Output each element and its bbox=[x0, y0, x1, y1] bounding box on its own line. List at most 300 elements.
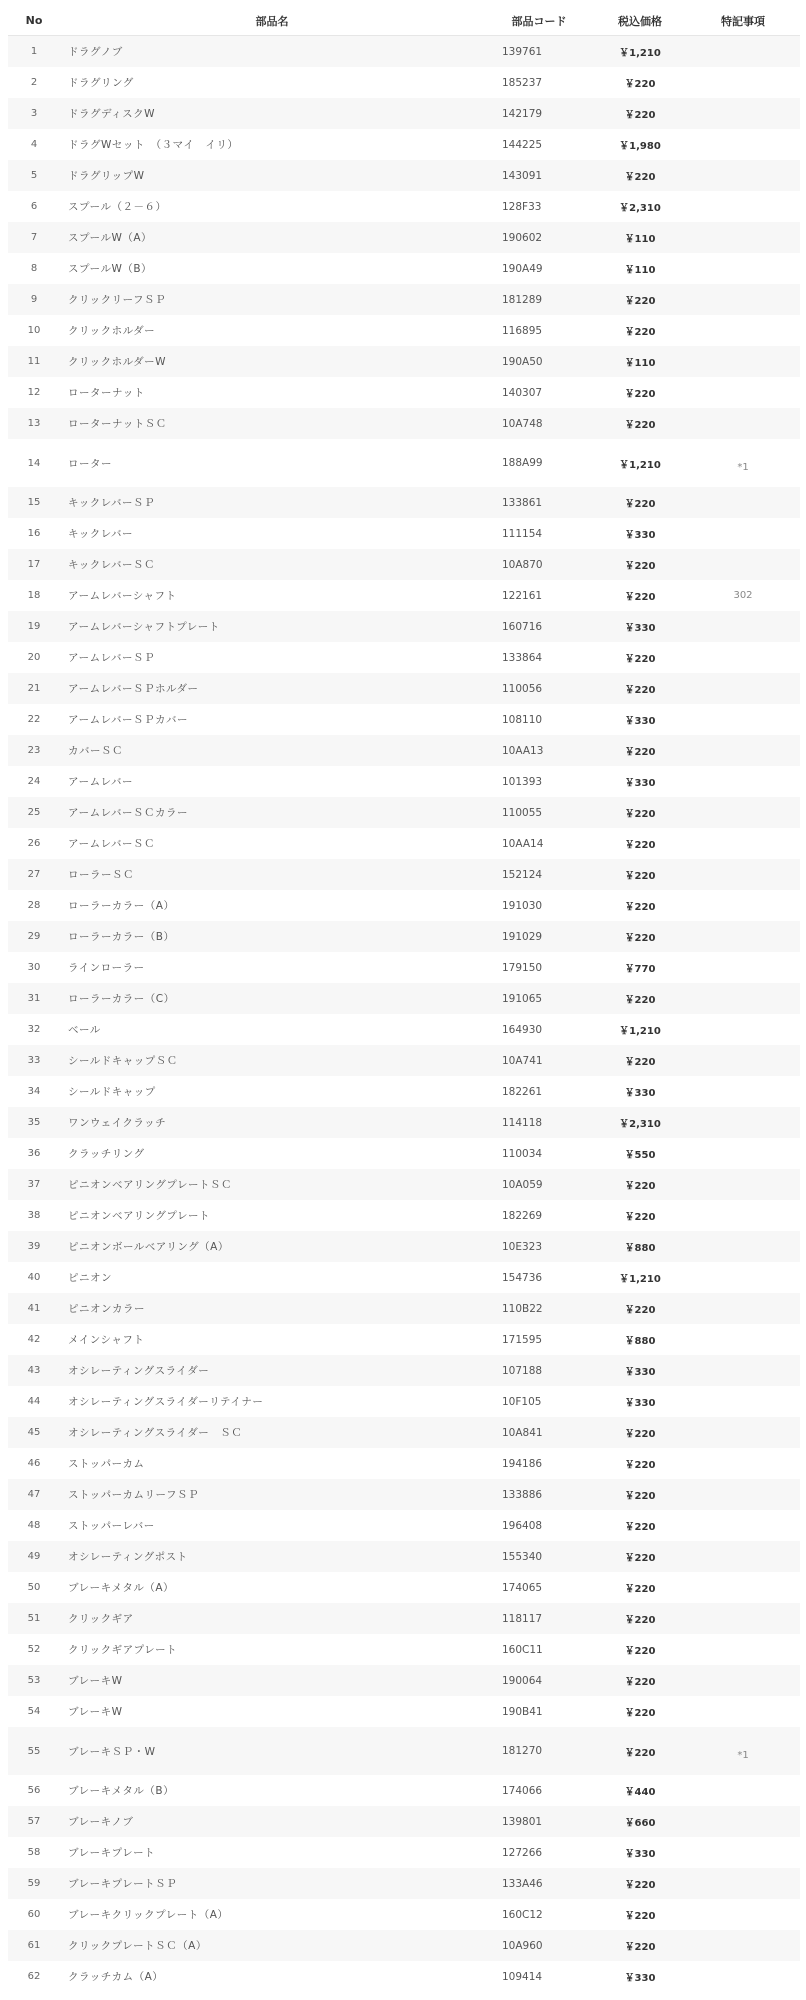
part-name: キックレバーＳＣ bbox=[60, 549, 484, 580]
note bbox=[686, 222, 800, 253]
part-code: 10A741 bbox=[484, 1045, 594, 1076]
table-row bbox=[8, 191, 800, 222]
part-name: ブレーキノブ bbox=[60, 1806, 484, 1837]
price: ￥110 bbox=[594, 253, 686, 284]
table-row bbox=[8, 673, 800, 704]
note bbox=[686, 797, 800, 828]
part-name: ドラグリング bbox=[60, 67, 484, 98]
row-number: 55 bbox=[8, 1727, 60, 1775]
price: ￥220 bbox=[594, 890, 686, 921]
part-code: 179150 bbox=[484, 952, 594, 983]
price: ￥220 bbox=[594, 921, 686, 952]
table-row bbox=[8, 1634, 800, 1665]
table-row bbox=[8, 408, 800, 439]
price: ￥330 bbox=[594, 1837, 686, 1868]
note bbox=[686, 952, 800, 983]
row-number: 51 bbox=[8, 1603, 60, 1634]
part-name: ローター bbox=[60, 439, 484, 487]
part-code: 10A960 bbox=[484, 1930, 594, 1961]
header-row bbox=[8, 6, 800, 36]
part-code: 174066 bbox=[484, 1775, 594, 1806]
part-name: シールドキャップＳＣ bbox=[60, 1045, 484, 1076]
note bbox=[686, 549, 800, 580]
table-row bbox=[8, 487, 800, 518]
part-code: 10A748 bbox=[484, 408, 594, 439]
part-code: 181289 bbox=[484, 284, 594, 315]
note bbox=[686, 253, 800, 284]
price: ￥440 bbox=[594, 1775, 686, 1806]
price: ￥220 bbox=[594, 983, 686, 1014]
price: ￥1,980 bbox=[594, 129, 686, 160]
table-row bbox=[8, 1014, 800, 1045]
note bbox=[686, 1355, 800, 1386]
table-row bbox=[8, 611, 800, 642]
part-name: ブレーキクリックプレート（A） bbox=[60, 1899, 484, 1930]
row-number: 19 bbox=[8, 611, 60, 642]
part-code: 140307 bbox=[484, 377, 594, 408]
part-name: ブレーキＳＰ・W bbox=[60, 1727, 484, 1775]
note bbox=[686, 766, 800, 797]
note bbox=[686, 921, 800, 952]
part-code: 133886 bbox=[484, 1479, 594, 1510]
price: ￥220 bbox=[594, 408, 686, 439]
part-name: ローラーカラー（A） bbox=[60, 890, 484, 921]
part-name: アームレバーＳＰカバー bbox=[60, 704, 484, 735]
row-number: 53 bbox=[8, 1665, 60, 1696]
note bbox=[686, 983, 800, 1014]
row-number: 11 bbox=[8, 346, 60, 377]
table-row bbox=[8, 735, 800, 766]
price: ￥220 bbox=[594, 1572, 686, 1603]
note bbox=[686, 642, 800, 673]
part-name: スプールW（A） bbox=[60, 222, 484, 253]
part-name: ラインローラー bbox=[60, 952, 484, 983]
row-number: 56 bbox=[8, 1775, 60, 1806]
table-row bbox=[8, 1775, 800, 1806]
part-name: ストッパーレバー bbox=[60, 1510, 484, 1541]
part-name: アームレバーＳＣ bbox=[60, 828, 484, 859]
part-code: 188A99 bbox=[484, 439, 594, 487]
part-name: カバーＳＣ bbox=[60, 735, 484, 766]
row-number: 17 bbox=[8, 549, 60, 580]
note bbox=[686, 1930, 800, 1961]
table-row bbox=[8, 253, 800, 284]
header-part-name: 部品名 bbox=[60, 6, 484, 36]
row-number: 48 bbox=[8, 1510, 60, 1541]
price: ￥220 bbox=[594, 315, 686, 346]
note bbox=[686, 1014, 800, 1045]
part-code: 190A50 bbox=[484, 346, 594, 377]
price: ￥330 bbox=[594, 1076, 686, 1107]
table-row bbox=[8, 766, 800, 797]
table-row bbox=[8, 518, 800, 549]
part-code: 10A059 bbox=[484, 1169, 594, 1200]
part-code: 10AA13 bbox=[484, 735, 594, 766]
part-code: 133864 bbox=[484, 642, 594, 673]
price: ￥220 bbox=[594, 580, 686, 611]
note bbox=[686, 408, 800, 439]
row-number: 15 bbox=[8, 487, 60, 518]
part-name: キックレバー bbox=[60, 518, 484, 549]
price: ￥550 bbox=[594, 1138, 686, 1169]
header-price: 税込価格 bbox=[594, 6, 686, 36]
part-name: スプールW（B） bbox=[60, 253, 484, 284]
table-row bbox=[8, 952, 800, 983]
price: ￥1,210 bbox=[594, 439, 686, 487]
table-row bbox=[8, 1045, 800, 1076]
price: ￥1,210 bbox=[594, 36, 686, 68]
table-row bbox=[8, 1603, 800, 1634]
part-code: 128F33 bbox=[484, 191, 594, 222]
price: ￥330 bbox=[594, 1355, 686, 1386]
row-number: 8 bbox=[8, 253, 60, 284]
row-number: 18 bbox=[8, 580, 60, 611]
part-code: 110034 bbox=[484, 1138, 594, 1169]
row-number: 16 bbox=[8, 518, 60, 549]
table-row bbox=[8, 315, 800, 346]
row-number: 5 bbox=[8, 160, 60, 191]
row-number: 6 bbox=[8, 191, 60, 222]
price: ￥220 bbox=[594, 98, 686, 129]
part-code: 110B22 bbox=[484, 1293, 594, 1324]
row-number: 22 bbox=[8, 704, 60, 735]
part-name: ローラーカラー（C） bbox=[60, 983, 484, 1014]
row-number: 23 bbox=[8, 735, 60, 766]
table-row bbox=[8, 1837, 800, 1868]
row-number: 41 bbox=[8, 1293, 60, 1324]
note bbox=[686, 1107, 800, 1138]
part-name: ローターナット bbox=[60, 377, 484, 408]
note bbox=[686, 859, 800, 890]
part-name: ドラグリップW bbox=[60, 160, 484, 191]
table-row bbox=[8, 921, 800, 952]
note bbox=[686, 1231, 800, 1262]
price: ￥220 bbox=[594, 1696, 686, 1727]
note bbox=[686, 1775, 800, 1806]
table-row bbox=[8, 1355, 800, 1386]
parts-table bbox=[8, 6, 800, 1992]
table-row bbox=[8, 1727, 800, 1775]
row-number: 9 bbox=[8, 284, 60, 315]
price: ￥220 bbox=[594, 1479, 686, 1510]
price: ￥220 bbox=[594, 1603, 686, 1634]
price: ￥110 bbox=[594, 346, 686, 377]
table-row bbox=[8, 129, 800, 160]
part-code: 10A841 bbox=[484, 1417, 594, 1448]
note: 302 bbox=[686, 580, 800, 611]
row-number: 49 bbox=[8, 1541, 60, 1572]
price: ￥2,310 bbox=[594, 1107, 686, 1138]
note bbox=[686, 284, 800, 315]
part-code: 110055 bbox=[484, 797, 594, 828]
row-number: 29 bbox=[8, 921, 60, 952]
price: ￥220 bbox=[594, 673, 686, 704]
note bbox=[686, 890, 800, 921]
part-name: ワンウェイクラッチ bbox=[60, 1107, 484, 1138]
table-row bbox=[8, 580, 800, 611]
row-number: 43 bbox=[8, 1355, 60, 1386]
row-number: 58 bbox=[8, 1837, 60, 1868]
part-name: クリックリーフＳＰ bbox=[60, 284, 484, 315]
price: ￥880 bbox=[594, 1324, 686, 1355]
price: ￥220 bbox=[594, 1293, 686, 1324]
part-code: 139801 bbox=[484, 1806, 594, 1837]
table-row bbox=[8, 642, 800, 673]
part-code: 10AA14 bbox=[484, 828, 594, 859]
part-code: 174065 bbox=[484, 1572, 594, 1603]
part-name: ベール bbox=[60, 1014, 484, 1045]
row-number: 32 bbox=[8, 1014, 60, 1045]
note bbox=[686, 487, 800, 518]
part-name: ドラグWセット （３マイ イリ） bbox=[60, 129, 484, 160]
part-name: クリックギアプレート bbox=[60, 1634, 484, 1665]
table-row bbox=[8, 160, 800, 191]
part-name: ストッパーカム bbox=[60, 1448, 484, 1479]
part-code: 127266 bbox=[484, 1837, 594, 1868]
table-row bbox=[8, 439, 800, 487]
price: ￥220 bbox=[594, 487, 686, 518]
note bbox=[686, 1479, 800, 1510]
note bbox=[686, 1293, 800, 1324]
part-name: クラッチリング bbox=[60, 1138, 484, 1169]
note bbox=[686, 1665, 800, 1696]
price: ￥220 bbox=[594, 377, 686, 408]
part-name: クリックホルダー bbox=[60, 315, 484, 346]
price: ￥2,310 bbox=[594, 191, 686, 222]
header-no: No bbox=[8, 6, 60, 36]
table-row bbox=[8, 1541, 800, 1572]
price: ￥220 bbox=[594, 828, 686, 859]
table-row bbox=[8, 1107, 800, 1138]
part-code: 152124 bbox=[484, 859, 594, 890]
part-name: アームレバーＳＣカラー bbox=[60, 797, 484, 828]
row-number: 30 bbox=[8, 952, 60, 983]
part-name: クリックギア bbox=[60, 1603, 484, 1634]
part-name: ピニオンカラー bbox=[60, 1293, 484, 1324]
row-number: 52 bbox=[8, 1634, 60, 1665]
table-row bbox=[8, 1169, 800, 1200]
table-row bbox=[8, 67, 800, 98]
price: ￥220 bbox=[594, 1045, 686, 1076]
part-name: アームレバーシャフトプレート bbox=[60, 611, 484, 642]
table-row bbox=[8, 1665, 800, 1696]
part-name: ブレーキメタル（A） bbox=[60, 1572, 484, 1603]
note bbox=[686, 518, 800, 549]
part-code: 111154 bbox=[484, 518, 594, 549]
row-number: 31 bbox=[8, 983, 60, 1014]
note bbox=[686, 1541, 800, 1572]
price: ￥330 bbox=[594, 611, 686, 642]
price: ￥880 bbox=[594, 1231, 686, 1262]
price: ￥1,210 bbox=[594, 1014, 686, 1045]
table-row bbox=[8, 859, 800, 890]
part-code: 10E323 bbox=[484, 1231, 594, 1262]
price: ￥330 bbox=[594, 518, 686, 549]
part-code: 133861 bbox=[484, 487, 594, 518]
row-number: 25 bbox=[8, 797, 60, 828]
part-code: 191030 bbox=[484, 890, 594, 921]
note bbox=[686, 1386, 800, 1417]
part-code: 191065 bbox=[484, 983, 594, 1014]
table-row bbox=[8, 377, 800, 408]
row-number: 2 bbox=[8, 67, 60, 98]
part-code: 194186 bbox=[484, 1448, 594, 1479]
price: ￥220 bbox=[594, 797, 686, 828]
table-row bbox=[8, 346, 800, 377]
part-code: 139761 bbox=[484, 36, 594, 68]
table-row bbox=[8, 1386, 800, 1417]
price: ￥220 bbox=[594, 549, 686, 580]
row-number: 62 bbox=[8, 1961, 60, 1992]
table-row bbox=[8, 1448, 800, 1479]
part-code: 182261 bbox=[484, 1076, 594, 1107]
part-code: 190064 bbox=[484, 1665, 594, 1696]
part-name: ピニオンボールベアリング（A） bbox=[60, 1231, 484, 1262]
note bbox=[686, 611, 800, 642]
row-number: 7 bbox=[8, 222, 60, 253]
part-code: 191029 bbox=[484, 921, 594, 952]
part-code: 114118 bbox=[484, 1107, 594, 1138]
price: ￥220 bbox=[594, 1727, 686, 1775]
note bbox=[686, 1324, 800, 1355]
price: ￥220 bbox=[594, 642, 686, 673]
price: ￥330 bbox=[594, 704, 686, 735]
table-row bbox=[8, 1696, 800, 1727]
note bbox=[686, 1417, 800, 1448]
row-number: 21 bbox=[8, 673, 60, 704]
row-number: 1 bbox=[8, 36, 60, 68]
row-number: 36 bbox=[8, 1138, 60, 1169]
row-number: 26 bbox=[8, 828, 60, 859]
note bbox=[686, 1868, 800, 1899]
table-row bbox=[8, 98, 800, 129]
note bbox=[686, 1448, 800, 1479]
row-number: 61 bbox=[8, 1930, 60, 1961]
part-code: 109414 bbox=[484, 1961, 594, 1992]
row-number: 38 bbox=[8, 1200, 60, 1231]
note bbox=[686, 704, 800, 735]
note bbox=[686, 98, 800, 129]
price: ￥220 bbox=[594, 1200, 686, 1231]
price: ￥330 bbox=[594, 1386, 686, 1417]
row-number: 37 bbox=[8, 1169, 60, 1200]
price: ￥220 bbox=[594, 1541, 686, 1572]
table-row bbox=[8, 704, 800, 735]
price: ￥220 bbox=[594, 160, 686, 191]
price: ￥660 bbox=[594, 1806, 686, 1837]
note: *1 bbox=[686, 1727, 800, 1775]
price: ￥220 bbox=[594, 1634, 686, 1665]
note bbox=[686, 1603, 800, 1634]
table-row bbox=[8, 1899, 800, 1930]
note bbox=[686, 1634, 800, 1665]
part-name: キックレバーＳＰ bbox=[60, 487, 484, 518]
part-name: ドラグノブ bbox=[60, 36, 484, 68]
price: ￥220 bbox=[594, 284, 686, 315]
row-number: 35 bbox=[8, 1107, 60, 1138]
part-name: ブレーキW bbox=[60, 1696, 484, 1727]
table-row bbox=[8, 828, 800, 859]
price: ￥770 bbox=[594, 952, 686, 983]
part-name: ブレーキプレート bbox=[60, 1837, 484, 1868]
note bbox=[686, 735, 800, 766]
part-code: 142179 bbox=[484, 98, 594, 129]
row-number: 42 bbox=[8, 1324, 60, 1355]
part-name: ピニオンベアリングプレートＳＣ bbox=[60, 1169, 484, 1200]
price: ￥1,210 bbox=[594, 1262, 686, 1293]
part-name: オシレーティングスライダーリテイナー bbox=[60, 1386, 484, 1417]
part-code: 160716 bbox=[484, 611, 594, 642]
table-row bbox=[8, 1572, 800, 1603]
note bbox=[686, 1076, 800, 1107]
part-code: 190602 bbox=[484, 222, 594, 253]
part-name: クラッチカム（A） bbox=[60, 1961, 484, 1992]
table-row bbox=[8, 1076, 800, 1107]
table-header bbox=[8, 6, 800, 36]
row-number: 13 bbox=[8, 408, 60, 439]
note bbox=[686, 1200, 800, 1231]
row-number: 28 bbox=[8, 890, 60, 921]
note bbox=[686, 1899, 800, 1930]
table-row bbox=[8, 1324, 800, 1355]
note bbox=[686, 1572, 800, 1603]
part-code: 108110 bbox=[484, 704, 594, 735]
note bbox=[686, 673, 800, 704]
row-number: 40 bbox=[8, 1262, 60, 1293]
note bbox=[686, 1837, 800, 1868]
table-row bbox=[8, 1961, 800, 1992]
table-row bbox=[8, 1138, 800, 1169]
part-name: アームレバーシャフト bbox=[60, 580, 484, 611]
part-name: オシレーティングポスト bbox=[60, 1541, 484, 1572]
note bbox=[686, 315, 800, 346]
part-name: クリックホルダーW bbox=[60, 346, 484, 377]
row-number: 12 bbox=[8, 377, 60, 408]
price: ￥220 bbox=[594, 1665, 686, 1696]
table-row bbox=[8, 284, 800, 315]
table-row bbox=[8, 1510, 800, 1541]
row-number: 4 bbox=[8, 129, 60, 160]
price: ￥220 bbox=[594, 859, 686, 890]
table-row bbox=[8, 1930, 800, 1961]
part-code: 101393 bbox=[484, 766, 594, 797]
note bbox=[686, 1138, 800, 1169]
part-name: シールドキャップ bbox=[60, 1076, 484, 1107]
part-name: メインシャフト bbox=[60, 1324, 484, 1355]
part-name: ローラーカラー（B） bbox=[60, 921, 484, 952]
table-row bbox=[8, 1417, 800, 1448]
table-body bbox=[8, 36, 800, 1993]
part-name: ローラーＳＣ bbox=[60, 859, 484, 890]
row-number: 10 bbox=[8, 315, 60, 346]
part-code: 144225 bbox=[484, 129, 594, 160]
note bbox=[686, 191, 800, 222]
part-name: アームレバーＳＰ bbox=[60, 642, 484, 673]
note: *1 bbox=[686, 439, 800, 487]
part-code: 155340 bbox=[484, 1541, 594, 1572]
table-row bbox=[8, 1200, 800, 1231]
note bbox=[686, 1169, 800, 1200]
part-code: 164930 bbox=[484, 1014, 594, 1045]
table-row bbox=[8, 797, 800, 828]
part-name: ピニオン bbox=[60, 1262, 484, 1293]
table-row bbox=[8, 222, 800, 253]
row-number: 47 bbox=[8, 1479, 60, 1510]
part-code: 122161 bbox=[484, 580, 594, 611]
price: ￥330 bbox=[594, 766, 686, 797]
part-name: クリックプレートＳＣ（A） bbox=[60, 1930, 484, 1961]
part-code: 110056 bbox=[484, 673, 594, 704]
